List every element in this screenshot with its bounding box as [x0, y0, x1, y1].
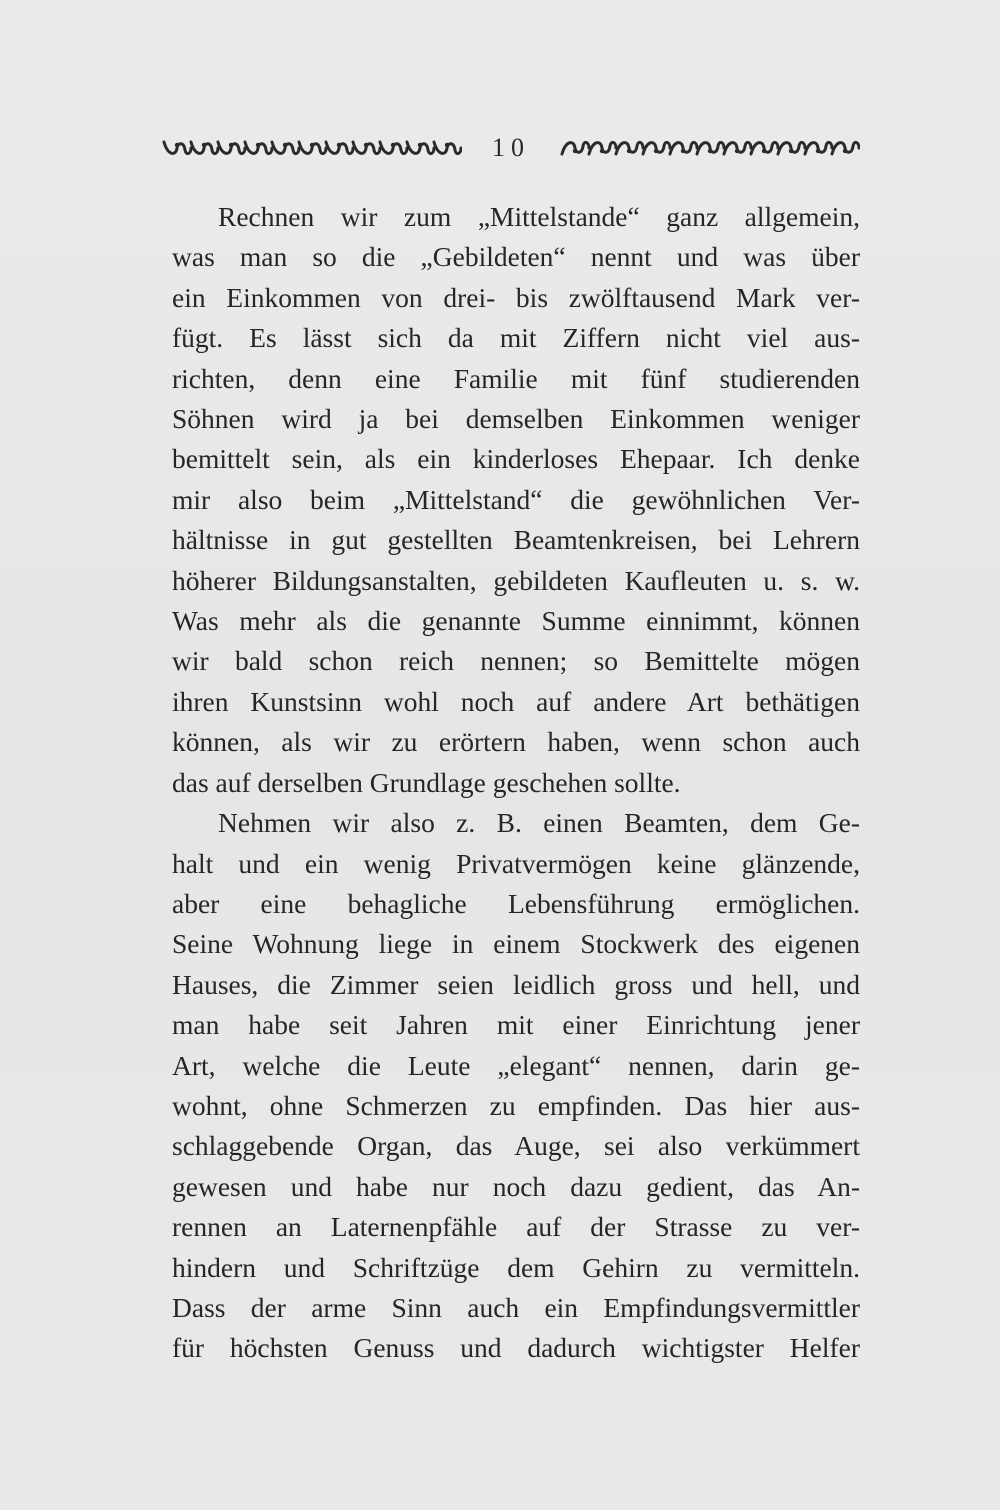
text-line: Rechnen wir zum „Mittelstande“ ganz allgemein, — [218, 201, 860, 232]
text-line: mir also beim „Mittelstand“ die gewöhnlichen Ver- — [172, 483, 860, 515]
ornament-dot — [654, 149, 658, 153]
text-line: Was mehr als die genannte Summe einnimmt, können — [172, 605, 860, 637]
right-wave-ornament-icon — [560, 134, 860, 162]
ornament-dot — [202, 143, 206, 147]
text-line: wir bald schon reich nennen; so Bemittelte mögen — [172, 645, 860, 677]
text-line: richten, denn eine Familie mit fünf studierenden — [172, 362, 860, 394]
text-line: man habe seit Jahren mit einer Einrichtung jener — [172, 1009, 860, 1041]
ornament-dot — [418, 143, 422, 147]
text-line: gewesen und habe nur noch dazu gedient, das An- — [172, 1170, 860, 1202]
body-text — [172, 197, 860, 1369]
text-line: Seine Wohnung liege in einem Stockwerk des eigenen — [172, 928, 860, 960]
text-line: ihren Kunstsinn wohl noch auf andere Art bethätigen — [172, 685, 860, 717]
paragraph-2 — [172, 803, 860, 1369]
ornament-dot — [762, 149, 766, 153]
ornament-dot — [445, 143, 449, 147]
text-line: können, als wir zu erörtern haben, wenn schon auch — [172, 726, 860, 758]
text-line: fügt. Es lässt sich da mit Ziffern nicht viel aus- — [172, 322, 860, 354]
text-line: das auf derselben Grundlage geschehen sollte. — [172, 766, 681, 798]
text-line: aber eine behagliche Lebensführung ermöglichen. — [172, 887, 860, 919]
ornament-dot — [816, 149, 820, 153]
ornament-dot — [573, 149, 577, 153]
ornament-dot — [391, 143, 395, 147]
text-line: Dass der arme Sinn auch ein Empfindungsvermittler — [172, 1291, 860, 1323]
ornament-dot — [310, 143, 314, 147]
text-line: höherer Bildungsanstalten, gebildeten Kaufleuten u. s. w. — [172, 564, 860, 596]
text-line: was man so die „Gebildeten“ nennt und was über — [172, 241, 860, 273]
ornament-dot — [600, 149, 604, 153]
text-line: Söhnen wird ja bei demselben Einkommen weniger — [172, 403, 860, 435]
text-line: Art, welche die Leute „elegant“ nennen, darin ge- — [172, 1049, 860, 1081]
text-line: halt und ein wenig Privatvermögen keine glänzende, — [172, 847, 860, 879]
ornament-dot — [175, 143, 179, 147]
ornament-dot — [735, 149, 739, 153]
ornament-dot — [337, 143, 341, 147]
text-line: Hauses, die Zimmer seien leidlich gross und hell, und — [172, 968, 860, 1000]
ornament-dot — [627, 149, 631, 153]
text-line: bemittelt sein, als ein kinderloses Ehepaar. Ich denke — [172, 443, 860, 475]
left-wave-ornament-icon — [162, 134, 462, 162]
text-line: wohnt, ohne Schmerzen zu empfinden. Das hier aus- — [172, 1089, 860, 1121]
ornament-dot — [283, 143, 287, 147]
text-line: hältnisse in gut gestellten Beamtenkreisen, bei Lehrern — [172, 524, 860, 556]
running-header — [162, 128, 860, 168]
ornament-dot — [843, 149, 847, 153]
ornament-dot — [364, 143, 368, 147]
page-number: 10 — [492, 133, 530, 162]
text-line: schlaggebende Organ, das Auge, sei also verkümmert — [172, 1130, 860, 1162]
text-line: für höchsten Genuss und dadurch wichtigster Helfer — [172, 1332, 860, 1364]
ornament-dot — [708, 149, 712, 153]
ornament-dot — [681, 149, 685, 153]
ornament-dot — [229, 143, 233, 147]
ornament-dot — [789, 149, 793, 153]
ornament-dot — [256, 143, 260, 147]
text-line: rennen an Laternenpfähle auf der Strasse zu ver- — [172, 1211, 860, 1243]
text-line: ein Einkommen von drei- bis zwölftausend Mark ver- — [172, 281, 860, 313]
paragraph-1 — [172, 197, 860, 803]
text-line: Nehmen wir also z. B. einen Beamten, dem Ge- — [218, 807, 860, 839]
text-line: hindern und Schriftzüge dem Gehirn zu vermitteln. — [172, 1251, 860, 1283]
